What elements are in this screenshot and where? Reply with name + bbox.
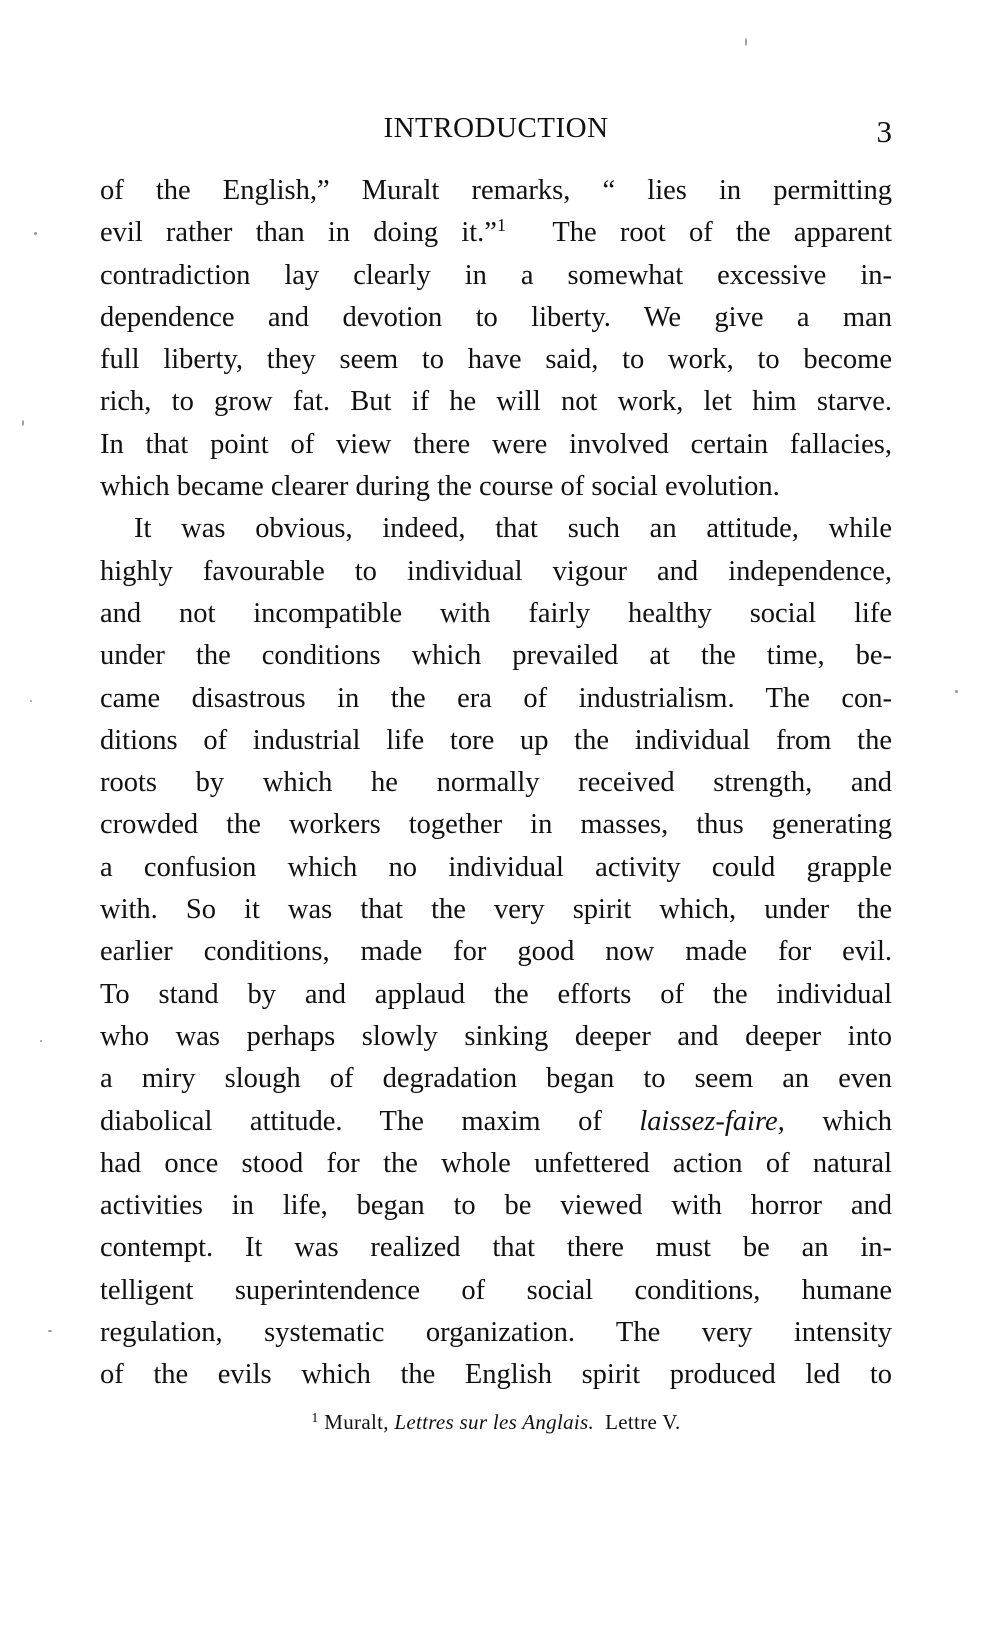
text-line: which became clearer during the course of social evolution. (100, 471, 780, 503)
text-line: crowded the workers together in masses, thus generating (100, 809, 892, 841)
text-line: roots by which he normally received strength, and (100, 767, 892, 799)
italic-term: laissez-faire, (639, 1105, 785, 1137)
footnote-letter: Lettre V. (605, 1410, 681, 1434)
text-segment: evil rather than in doing it.” (100, 217, 497, 249)
scan-speck (40, 1040, 42, 1042)
text-line: who was perhaps slowly sinking deeper and deeper into (100, 1020, 892, 1052)
text-line: under the conditions which prevailed at the time, be- (100, 640, 892, 672)
text-line: highly favourable to individual vigour and independence, (100, 555, 892, 587)
text-line: regulation, systematic organization. The very intensity (100, 1317, 892, 1349)
scan-speck (34, 232, 37, 235)
footnote (100, 1410, 892, 1435)
text-line: and not incompatible with fairly healthy social life (100, 597, 892, 629)
scan-speck (48, 1330, 52, 1332)
text-line: rich, to grow fat. But if he will not work, let him starve. (100, 386, 892, 418)
text-line (100, 212, 892, 254)
text-line: contempt. It was realized that there must be an in- (100, 1232, 892, 1264)
text-line (100, 1101, 892, 1143)
text-line: activities in life, began to be viewed with horror and (100, 1190, 892, 1222)
text-segment: diabolical attitude. The maxim of (100, 1105, 602, 1137)
text-line: a confusion which no individual activity could grapple (100, 851, 892, 883)
scan-speck (30, 700, 32, 702)
text-line: full liberty, they seem to have said, to work, to become (100, 344, 892, 376)
running-head (100, 112, 892, 152)
text-line: earlier conditions, made for good now made for evil. (100, 936, 892, 968)
text-line: ditions of industrial life tore up the individual from the (100, 724, 892, 756)
text-line: dependence and devotion to liberty. We give a man (100, 301, 892, 333)
text-line: telligent superintendence of social conditions, humane (100, 1274, 892, 1306)
footnote-reference: 1 (496, 215, 506, 236)
text-line: contradiction lay clearly in a somewhat excessive in- (100, 259, 892, 291)
text-line: came disastrous in the era of industrialism. The con- (100, 682, 892, 714)
scan-speck (22, 420, 24, 426)
paragraph-first-line: It was obvious, indeed, that such an attitude, while (134, 513, 892, 545)
text-line: To stand by and applaud the efforts of the individual (100, 978, 892, 1010)
page-number: 3 (876, 114, 892, 149)
running-title: INTRODUCTION (383, 112, 609, 144)
footnote-author: Muralt, (324, 1410, 389, 1434)
text-segment: which (822, 1105, 892, 1137)
body-text (100, 170, 892, 1397)
text-line: a miry slough of degradation began to seem an even (100, 1063, 892, 1095)
text-line: of the evils which the English spirit produced led to (100, 1359, 892, 1391)
text-segment: The root of the apparent (552, 217, 892, 249)
scan-speck (955, 690, 958, 693)
footnote-number: 1 (311, 1411, 319, 1426)
text-line: with. So it was that the very spirit which, under the (100, 894, 892, 926)
text-line: In that point of view there were involved certain fallacies, (100, 428, 892, 460)
text-line: had once stood for the whole unfettered action of natural (100, 1147, 892, 1179)
footnote-work-title: Lettres sur les Anglais. (394, 1410, 595, 1434)
text-line: of the English,” Muralt remarks, “ lies in permitting (100, 175, 892, 206)
scan-speck (745, 38, 747, 46)
